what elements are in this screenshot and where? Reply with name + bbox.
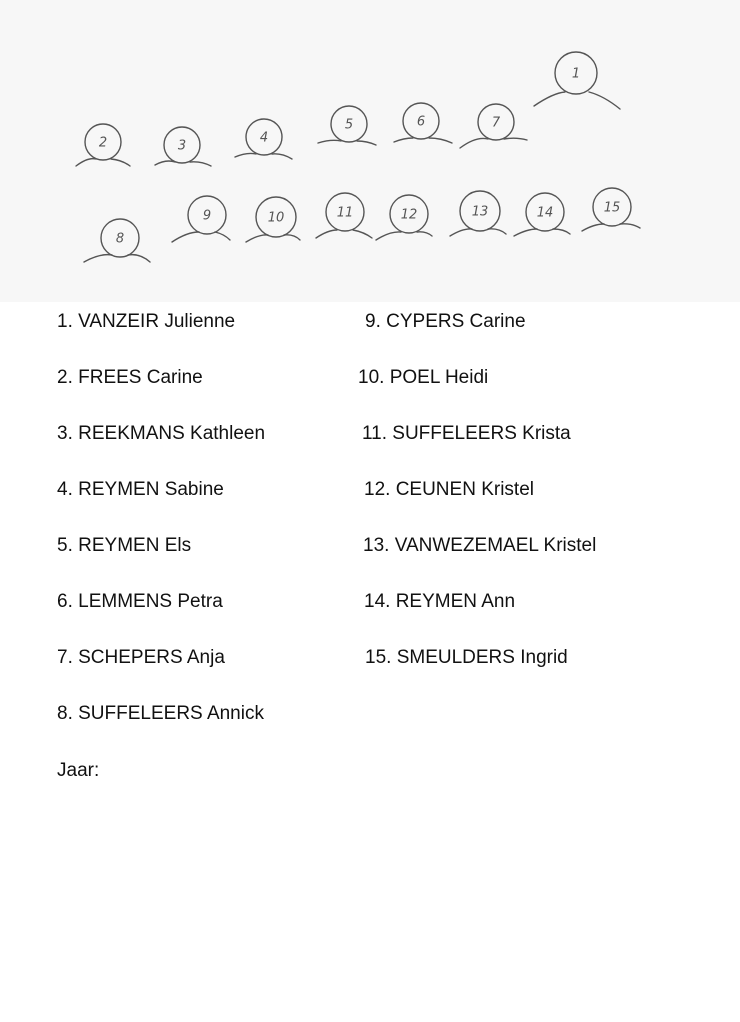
head-number: 13 — [471, 204, 489, 220]
head-number: 2 — [98, 135, 108, 151]
name-entry-9: 9. CYPERS Carine — [365, 311, 526, 332]
name-entry-5: 5. REYMEN Els — [57, 535, 192, 556]
sketch-head — [76, 124, 130, 166]
year-label: Jaar: — [57, 760, 100, 781]
name-entry-3: 3. REEKMANS Kathleen — [57, 423, 266, 444]
name-entry-14: 14. REYMEN Ann — [364, 591, 516, 612]
sketch-head — [172, 196, 230, 242]
name-entry-10: 10. POEL Heidi — [358, 367, 489, 388]
name-entry-6: 6. LEMMENS Petra — [57, 591, 223, 612]
head-number: 15 — [603, 200, 621, 216]
head-number: 1 — [571, 66, 581, 82]
sketch-head — [84, 219, 150, 262]
sketch-head — [246, 197, 300, 242]
name-entry-11: 11. SUFFELEERS Krista — [362, 423, 571, 444]
head-number: 7 — [491, 115, 501, 131]
head-number: 6 — [416, 114, 426, 130]
head-number: 10 — [267, 210, 285, 226]
head-number: 5 — [344, 117, 354, 133]
group-photo-sketch — [0, 0, 740, 302]
head-number: 11 — [336, 205, 354, 221]
name-entry-2: 2. FREES Carine — [57, 367, 203, 388]
sketch-head — [460, 104, 527, 148]
sketch-head — [582, 188, 640, 231]
sketch-head — [318, 106, 376, 145]
name-entry-1: 1. VANZEIR Julienne — [57, 311, 236, 332]
name-entry-15: 15. SMEULDERS Ingrid — [365, 647, 568, 668]
name-entry-4: 4. REYMEN Sabine — [57, 479, 224, 500]
name-entry-12: 12. CEUNEN Kristel — [364, 479, 534, 500]
sketch-head — [394, 103, 452, 143]
sketch-canvas — [0, 0, 740, 302]
head-number: 4 — [259, 130, 269, 146]
sketch-head — [235, 119, 292, 159]
head-number: 14 — [536, 205, 554, 221]
sketch-head — [450, 191, 506, 236]
sketch-head — [534, 52, 620, 109]
name-entry-13: 13. VANWEZEMAEL Kristel — [363, 535, 597, 556]
sketch-head — [376, 195, 432, 240]
head-number: 9 — [202, 208, 212, 224]
head-number: 3 — [177, 138, 187, 154]
name-entry-7: 7. SCHEPERS Anja — [57, 647, 225, 668]
head-number: 12 — [400, 207, 418, 223]
head-number: 8 — [115, 231, 125, 247]
name-entry-8: 8. SUFFELEERS Annick — [57, 703, 264, 724]
sketch-head — [316, 193, 372, 238]
sketch-head — [514, 193, 570, 236]
sketch-head — [155, 127, 211, 166]
